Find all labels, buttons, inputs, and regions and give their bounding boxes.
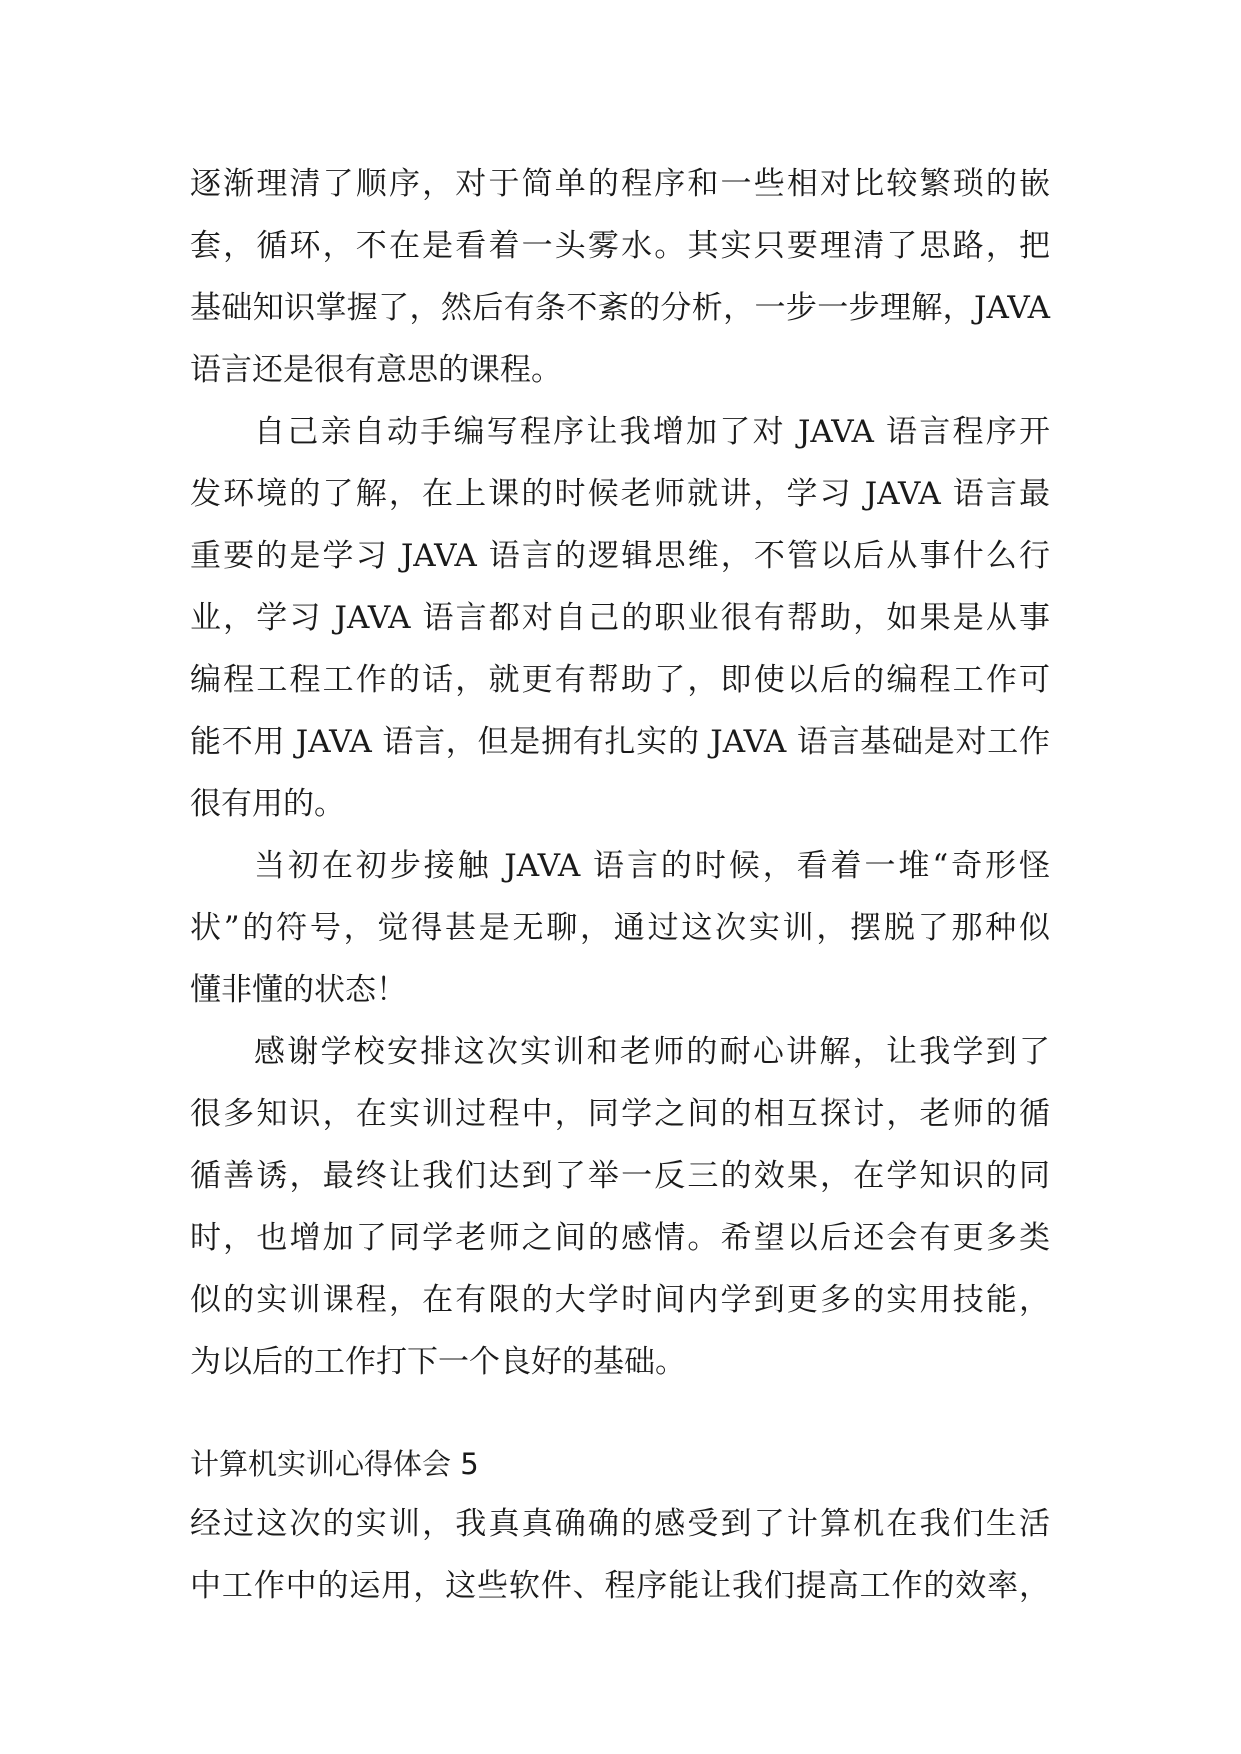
paragraph-2-line-5: 编程工程工作的话，就更有帮助了，即使以后的编程工作可 [190,662,1050,698]
paragraph-2-line-6: 能不用 JAVA 语言，但是拥有扎实的 JAVA 语言基础是对工作 [190,724,1050,760]
paragraph-1-line-1: 逐渐理清了顺序，对于简单的程序和一些相对比较繁琐的嵌 [190,166,1050,202]
paragraph-2-line-4: 业，学习 JAVA 语言都对自己的职业很有帮助，如果是从事 [190,600,1050,636]
paragraph-5-line-1: 经过这次的实训，我真真确确的感受到了计算机在我们生活 [190,1506,1050,1542]
paragraph-4-line-1: 感谢学校安排这次实训和老师的耐心讲解，让我学到了 [254,1034,1050,1070]
paragraph-3-line-1: 当初在初步接触 JAVA 语言的时候，看着一堆“奇形怪 [254,848,1050,884]
paragraph-5-line-2: 中工作中的运用，这些软件、程序能让我们提高工作的效率， [190,1568,1050,1604]
paragraph-3-line-2: 状”的符号，觉得甚是无聊，通过这次实训，摆脱了那种似 [190,910,1050,946]
paragraph-2-line-1: 自己亲自动手编写程序让我增加了对 JAVA 语言程序开 [254,414,1050,450]
paragraph-2-line-2: 发环境的了解，在上课的时候老师就讲，学习 JAVA 语言最 [190,476,1050,512]
paragraph-1-line-2: 套，循环，不在是看着一头雾水。其实只要理清了思路，把 [190,228,1050,264]
paragraph-1-line-4: 语言还是很有意思的课程。 [190,352,562,388]
section-heading: 计算机实训心得体会 5 [190,1447,479,1481]
paragraph-4-line-2: 很多知识，在实训过程中，同学之间的相互探讨，老师的循 [190,1096,1050,1132]
paragraph-2-line-3: 重要的是学习 JAVA 语言的逻辑思维，不管以后从事什么行 [190,538,1050,574]
paragraph-4-line-3: 循善诱，最终让我们达到了举一反三的效果，在学知识的同 [190,1158,1050,1194]
paragraph-3-line-3: 懂非懂的状态！ [190,972,407,1008]
paragraph-4-line-6: 为以后的工作打下一个良好的基础。 [190,1344,686,1380]
paragraph-4-line-4: 时，也增加了同学老师之间的感情。希望以后还会有更多类 [190,1220,1050,1256]
paragraph-4-line-5: 似的实训课程，在有限的大学时间内学到更多的实用技能， [190,1282,1050,1318]
paragraph-2-line-7: 很有用的。 [190,786,345,822]
paragraph-1-line-3: 基础知识掌握了，然后有条不紊的分析，一步一步理解，JAVA [190,290,1050,326]
